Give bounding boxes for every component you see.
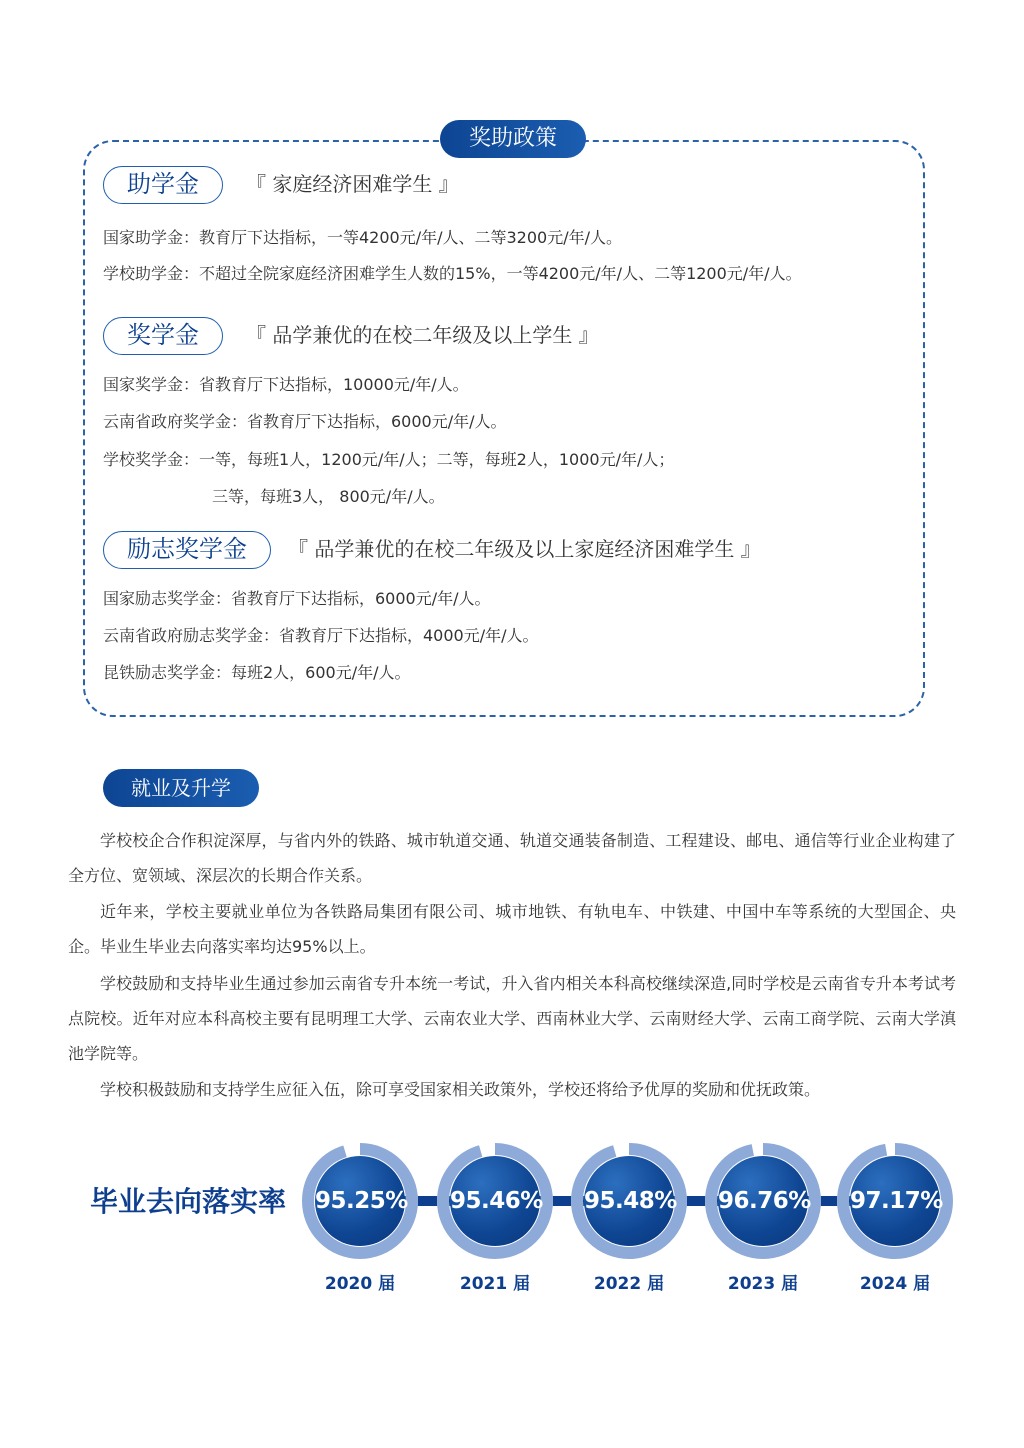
employment-paragraph: 近年来，学校主要就业单位为各铁路局集团有限公司、城市地铁、有轨电车、中铁建、中国中车等系统的大型国企、央企。毕业生毕业去向落实率均达95%以上。	[68, 902, 956, 956]
rate-circle	[437, 1143, 553, 1259]
grant-label: 助学金	[103, 166, 223, 204]
rate-value: 95.46%	[450, 1156, 540, 1246]
rate-year: 2020 届	[324, 1274, 396, 1294]
aid-policy-title: 奖助政策	[440, 120, 586, 158]
rate-value: 95.48%	[584, 1156, 674, 1246]
inspirational-line: 云南省政府励志奖学金：省教育厅下达指标，4000元/年/人。	[103, 626, 539, 645]
rate-value: 96.76%	[718, 1156, 808, 1246]
employment-title: 就业及升学	[103, 769, 259, 807]
rate-circle	[302, 1143, 418, 1259]
rate-value: 97.17%	[850, 1156, 940, 1246]
scholarship-line: 学校奖学金：一等，每班1人，1200元/年/人；二等，每班2人，1000元/年/人；	[103, 450, 675, 469]
inspirational-label: 励志奖学金	[103, 531, 271, 569]
employment-paragraph: 学校校企合作积淀深厚，与省内外的铁路、城市轨道交通、轨道交通装备制造、工程建设、邮电、通信等行业企业构建了全方位、宽领域、深层次的长期合作关系。	[68, 831, 956, 885]
scholarship-line: 三等，每班3人， 800元/年/人。	[212, 487, 445, 506]
inspirational-target: 『 品学兼优的在校二年级及以上家庭经济困难学生 』	[288, 537, 761, 561]
inspirational-line: 昆铁励志奖学金：每班2人，600元/年/人。	[103, 663, 411, 682]
grant-line: 学校助学金：不超过全院家庭经济困难学生人数的15%，一等4200元/年/人、二等1200元/年/人。	[103, 264, 802, 283]
rate-year: 2024 届	[859, 1274, 931, 1294]
rate-year: 2021 届	[459, 1274, 531, 1294]
rate-year: 2023 届	[727, 1274, 799, 1294]
rate-year: 2022 届	[593, 1274, 665, 1294]
rate-value: 95.25%	[315, 1156, 405, 1246]
employment-paragraph: 学校积极鼓励和支持学生应征入伍，除可享受国家相关政策外，学校还将给予优厚的奖励和优抚政策。	[100, 1080, 821, 1099]
grant-line: 国家助学金：教育厅下达指标，一等4200元/年/人、二等3200元/年/人。	[103, 228, 623, 247]
employment-paragraph: 学校鼓励和支持毕业生通过参加云南省专升本统一考试，升入省内相关本科高校继续深造,同时学校是云南省专升本考试考点院校。近年对应本科高校主要有昆明理工大学、云南农业大学、西南林业大学、云南财经大学、云南工商学院、云南大学滇池学院等。	[68, 974, 956, 1063]
scholarship-label: 奖学金	[103, 317, 223, 355]
rate-circle	[837, 1143, 953, 1259]
inspirational-line: 国家励志奖学金：省教育厅下达指标，6000元/年/人。	[103, 589, 491, 608]
rate-circle	[571, 1143, 687, 1259]
scholarship-target: 『 品学兼优的在校二年级及以上学生 』	[246, 323, 599, 347]
rate-circle	[705, 1143, 821, 1259]
grant-target: 『 家庭经济困难学生 』	[246, 172, 459, 196]
scholarship-line: 云南省政府奖学金：省教育厅下达指标，6000元/年/人。	[103, 412, 507, 431]
placement-rate-label: 毕业去向落实率	[90, 1185, 287, 1218]
scholarship-line: 国家奖学金：省教育厅下达指标，10000元/年/人。	[103, 375, 469, 394]
